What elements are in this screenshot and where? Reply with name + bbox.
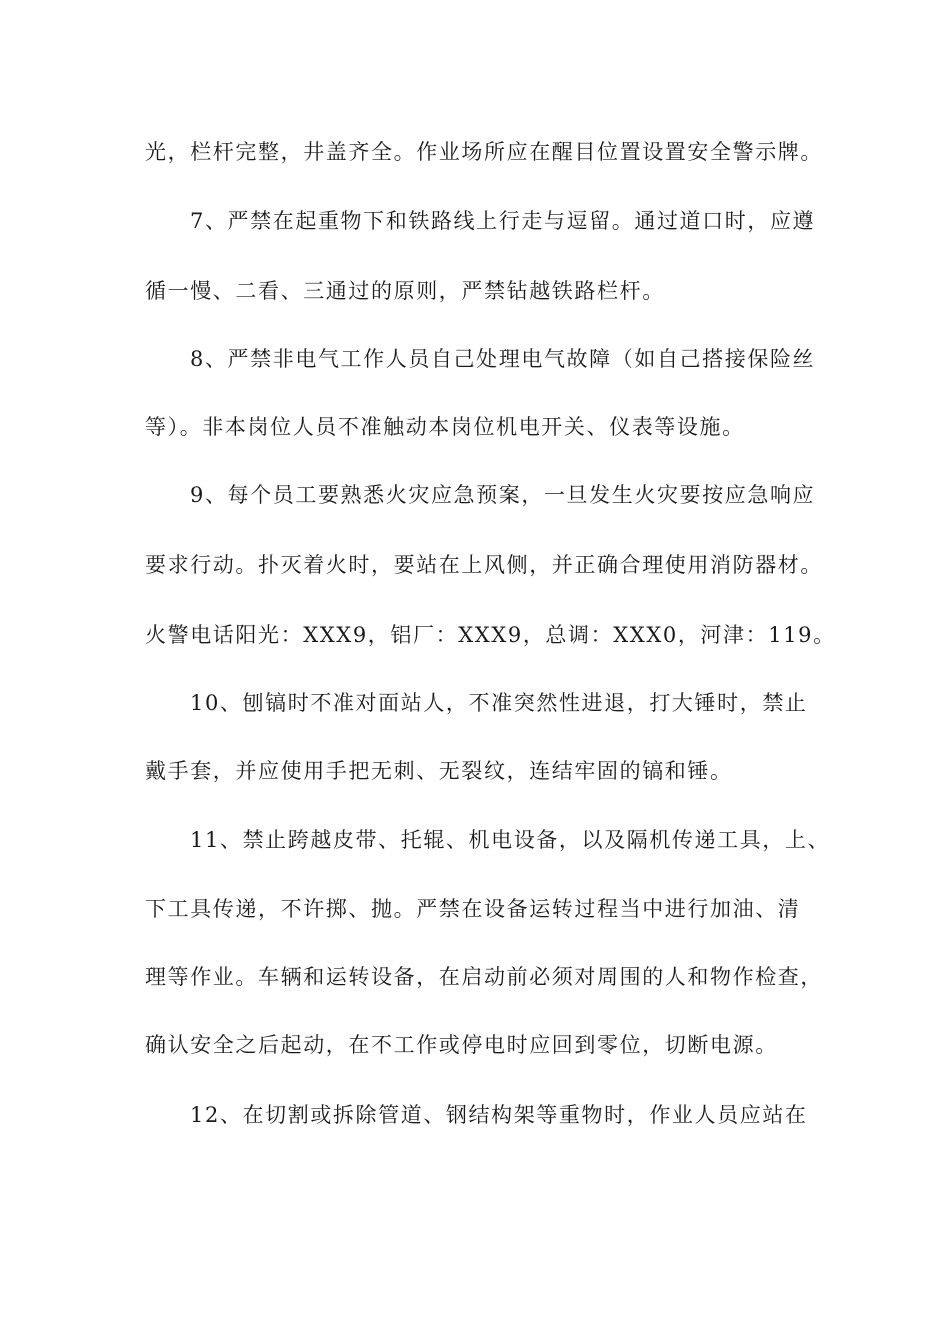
text-line: 7、严禁在起重物下和铁路线上行走与逗留。通过道口时，应遵	[190, 209, 816, 233]
text-line: 火警电话阳光：XXX9，铝厂：XXX9，总调：XXX0，河津：119。	[145, 623, 836, 647]
text-line: 要求行动。扑灭着火时，要站在上风侧，并正确合理使用消防器材。	[145, 553, 823, 577]
text-line: 戴手套，并应使用手把无刺、无裂纹，连结牢固的镐和锤。	[145, 759, 733, 783]
text-line: 等）。非本岗位人员不准触动本岗位机电开关、仪表等设施。	[145, 415, 745, 439]
text-line: 9、每个员工要熟悉火灾应急预案，一旦发生火灾要按应急响应	[190, 483, 816, 507]
text-line: 确认安全之后起动，在不工作或停电时应回到零位，切断电源。	[145, 1033, 778, 1057]
text-line: 理等作业。车辆和运转设备，在启动前必须对周围的人和物作检查，	[145, 965, 823, 989]
text-line: 循一慢、二看、三通过的原则，严禁钻越铁路栏杆。	[145, 279, 665, 303]
text-line: 8、严禁非电气工作人员自己处理电气故障（如自己搭接保险丝	[190, 347, 816, 371]
text-line: 10、刨镐时不准对面站人，不准突然性进退，打大锤时，禁止	[190, 691, 808, 715]
text-line: 12、在切割或拆除管道、钢结构架等重物时，作业人员应站在	[190, 1103, 808, 1127]
text-line: 光，栏杆完整，井盖齐全。作业场所应在醒目位置设置安全警示牌。	[145, 140, 823, 164]
text-line: 11、禁止跨越皮带、托辊、机电设备，以及隔机传递工具，上、	[190, 828, 831, 852]
text-line: 下工具传递，不许掷、抛。严禁在设备运转过程当中进行加油、清	[145, 897, 801, 921]
